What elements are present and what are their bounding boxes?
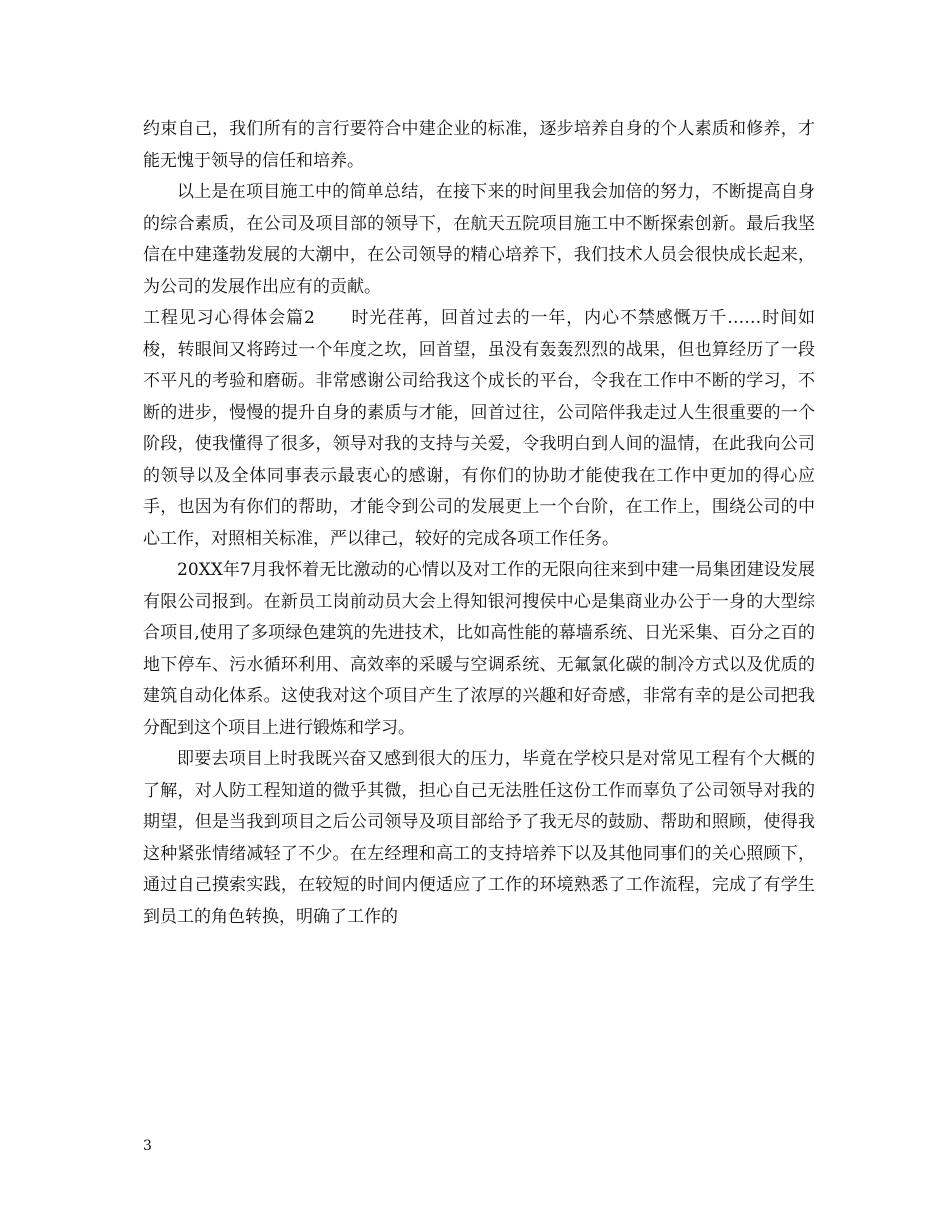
page-number: 3 xyxy=(143,1138,152,1154)
paragraph-1: 约束自己，我们所有的言行要符合中建企业的标准，逐步培养自身的个人素质和修养，才能无愧于领导的信任和培养。 xyxy=(143,119,815,171)
paragraph-3: 工程见习心得体会篇2 时光荏苒，回首过去的一年，内心不禁感慨万千……时间如梭，转眼间又将跨过一个年度之坎，回首望，虽没有轰轰烈烈的战果，但也算经历了一段不平凡的考验和磨砺。非常感谢公司给我这个成长的平台，令我在工作中不断的学习，不断的进步，慢慢的提升自身的素质与才能，回首过往，公司陪伴我走过人生很重要的一个阶段，使我懂得了很多，领导对我的支持与关爱，令我明白到人间的温情，在此我向公司的领导以及全体同事表示最衷心的感谢，有你们的协助才能使我在工作中更加的得心应手，也因为有你们的帮助，才能令到公司的发展更上一个台阶，在工作上，围绕公司的中心工作，对照相关标准，严以律己，较好的完成各项工作任务。 xyxy=(143,308,815,549)
paragraph-4: 20XX年7月我怀着无比激动的心情以及对工作的无限向往来到中建一局集团建设发展有限公司报到。在新员工岗前动员大会上得知银河搜侯中心是集商业办公于一身的大型综合项目,使用了多项绿色建筑的先进技术，比如高性能的幕墙系统、日光采集、百分之百的地下停车、污水循环利用、高效率的采暖与空调系统、无氟氯化碳的制冷方式以及优质的建筑自动化体系。这使我对这个项目产生了浓厚的兴趣和好奇感，非常有幸的是公司把我分配到这个项目上进行锻炼和学习。 xyxy=(143,560,815,738)
paragraph-2: 以上是在项目施工中的简单总结，在接下来的时间里我会加倍的努力，不断提高自身的综合素质，在公司及项目部的领导下，在航天五院项目施工中不断探索创新。最后我坚信在中建蓬勃发展的大潮中，在公司领导的精心培养下，我们技术人员会很快成长起来，为公司的发展作出应有的贡献。 xyxy=(143,182,815,297)
paragraph-5: 即要去项目上时我既兴奋又感到很大的压力，毕竟在学校只是对常见工程有个大概的了解，对人防工程知道的微乎其微，担心自己无法胜任这份工作而辜负了公司领导对我的期望，但是当我到项目之后公司领导及项目部给予了我无尽的鼓励、帮助和照顾，使得我这种紧张情绪减轻了不少。在左经理和高工的支持培养下以及其他同事们的关心照顾下，通过自己摸索实践，在较短的时间内便适应了工作的环境熟悉了工作流程，完成了有学生到员工的角色转换，明确了工作的 xyxy=(143,749,815,927)
document-body xyxy=(143,114,815,933)
